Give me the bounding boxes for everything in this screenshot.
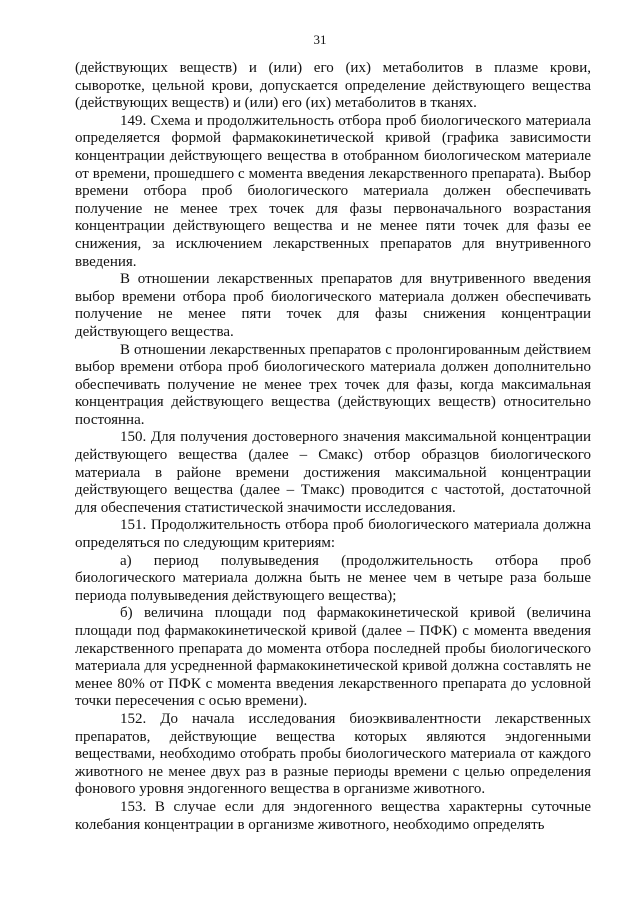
page-number: 31 [313, 32, 327, 47]
paragraph-152: 152. До начала исследования биоэквивалентности лекарственных препаратов, действующие вещества которых являются эндогенными веществами, необходимо отобрать пробы биологического материала от каждого животного не менее двух раз в разные периоды времени с целью определения фонового уровня эндогенного вещества в организме животного. [75, 710, 591, 798]
paragraph-151-b: б) величина площади под фармакокинетической кривой (величина площади под фармакокинетической кривой (далее – ПФК) с момента введения лекарственного препарата до момента отбора последней пробы биологического материала для усредненной фармакокинетической кривой должна составлять не менее 80% от ПФК с момента введения лекарственного препарата до условной точки пересечения с осью времени). [75, 605, 591, 710]
paragraph-continuation: (действующих веществ) и (или) его (их) метаболитов в плазме крови, сыворотке, цельной крови, допускается определение действующего вещества (действующих веществ) и (или) его (их) метаболитов в тканях. [75, 60, 591, 112]
paragraph-149-prolonged: В отношении лекарственных препаратов с пролонгированным действием выбор времени отбора проб биологического материала должен дополнительно обеспечивать получение не менее трех точек для фазы, когда максимальная концентрация действующего вещества (действующих веществ) относительно постоянна. [75, 341, 591, 428]
paragraph-151: 151. Продолжительность отбора проб биологического материала должна определяться по следующим критериям: [75, 517, 591, 552]
paragraph-150: 150. Для получения достоверного значения максимальной концентрации действующего вещества (далее – Cмакс) отбор образцов биологического материала в районе времени достижения максимальной концентрации действующего вещества (далее – Tмакс) проводится с частотой, достаточной для обеспечения статистической значимости исследования. [75, 429, 591, 516]
document-body [75, 60, 591, 834]
paragraph-153: 153. В случае если для эндогенного вещества характерны суточные колебания концентрации в организме животного, необходимо определять [75, 798, 591, 833]
paragraph-149-intravenous: В отношении лекарственных препаратов для внутривенного введения выбор времени отбора проб биологического материала должен обеспечивать получение не менее пяти точек для фазы снижения концентрации действующего вещества. [75, 271, 591, 340]
paragraph-151-a: а) период полувыведения (продолжительность отбора проб биологического материала должна быть не менее чем в четыре раза больше периода полувыведения действующего вещества); [75, 552, 591, 604]
paragraph-149: 149. Схема и продолжительность отбора проб биологического материала определяется формой фармакокинетической кривой (графика зависимости концентрации действующего вещества в отобранном биологическом материале от времени, прошедшего с момента введения лекарственного препарата). Выбор времени отбора проб биологического материала должен обеспечивать получение не менее трех точек для фазы первоначального возрастания концентрации действующего вещества и не менее пяти точек для фазы ее снижения, за исключением лекарственных препаратов для внутривенного введения. [75, 112, 591, 270]
